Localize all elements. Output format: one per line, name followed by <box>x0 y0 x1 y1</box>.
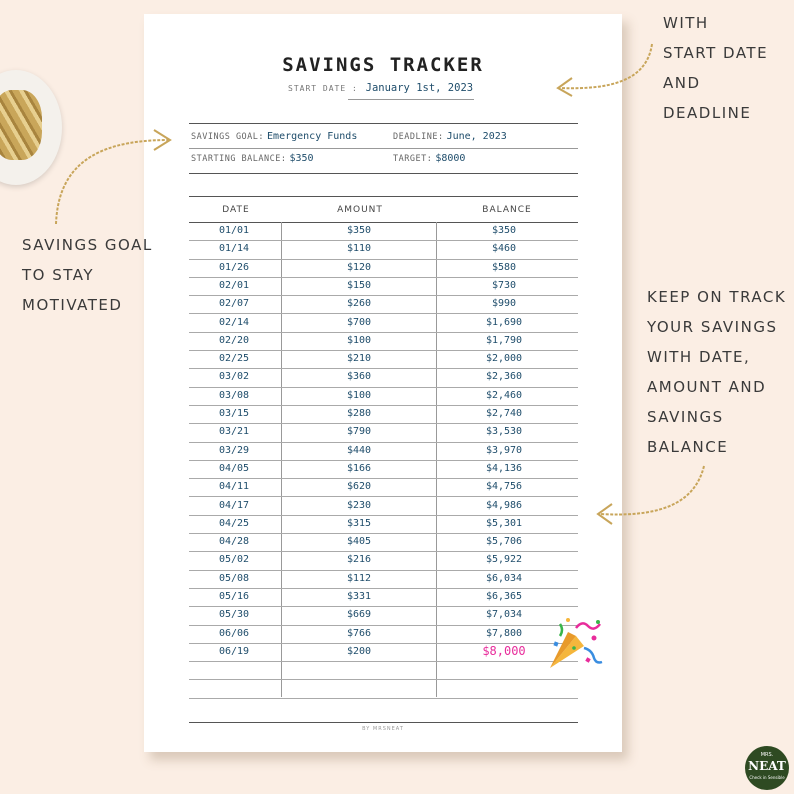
savings-goal-label: SAVINGS GOAL: <box>191 132 265 142</box>
amount-cell: $790 <box>346 426 372 438</box>
amount-cell: $405 <box>346 536 372 548</box>
goal-divider <box>189 148 578 149</box>
logo-big-text: NEAT <box>748 759 786 773</box>
target-value: $8000 <box>435 153 466 164</box>
date-cell: 03/08 <box>218 389 250 401</box>
column-header-balance: BALANCE <box>482 205 532 215</box>
start-date-value: January 1st, 2023 <box>365 82 474 94</box>
table-row <box>189 314 578 333</box>
amount-cell: $110 <box>346 243 372 255</box>
balance-cell: $6,365 <box>485 591 523 602</box>
date-cell: 02/01 <box>218 279 250 291</box>
amount-cell: $350 <box>346 225 372 236</box>
amount-cell: $766 <box>346 627 372 639</box>
callout-line: YOUR SAVINGS <box>647 318 778 336</box>
amount-cell: $620 <box>346 481 372 493</box>
amount-cell: $112 <box>346 572 372 584</box>
date-cell: 02/20 <box>218 334 250 346</box>
arrow-to-balance-icon <box>594 462 709 527</box>
table-row <box>189 533 578 552</box>
table-row <box>189 405 578 424</box>
amount-cell: $150 <box>346 279 372 291</box>
date-cell: 04/11 <box>218 481 250 493</box>
balance-cell: $5,922 <box>485 554 523 566</box>
start-date-row <box>288 82 473 94</box>
page-title: SAVINGS TRACKER <box>282 54 484 76</box>
date-cell: 02/07 <box>218 298 250 310</box>
date-cell: 05/16 <box>218 591 250 602</box>
starting-balance-field <box>191 153 314 164</box>
balance-cell: $7,800 <box>485 627 523 639</box>
balance-cell: $4,136 <box>485 462 523 474</box>
table-row <box>189 551 578 570</box>
deadline-label: DEADLINE: <box>393 132 444 142</box>
date-cell: 04/25 <box>218 517 250 529</box>
date-cell: 04/28 <box>218 536 250 548</box>
callout-line: SAVINGS GOAL <box>22 236 153 254</box>
callout-line: MOTIVATED <box>22 296 123 314</box>
date-cell: 05/08 <box>218 572 250 584</box>
date-cell: 02/14 <box>218 316 250 328</box>
column-header-date: DATE <box>222 205 250 215</box>
amount-cell: $280 <box>346 408 372 419</box>
callout-start-date <box>663 8 768 128</box>
deadline-field <box>393 131 507 142</box>
table-row <box>189 570 578 589</box>
goal-info-box <box>189 123 578 174</box>
date-cell: 01/14 <box>218 243 250 255</box>
table-row <box>189 588 578 607</box>
start-date-label: START DATE : <box>288 84 358 93</box>
balance-cell: $5,301 <box>485 517 523 529</box>
table-row <box>189 368 578 387</box>
balance-cell: $5,706 <box>485 536 523 548</box>
amount-cell: $120 <box>346 261 372 273</box>
date-cell: 04/05 <box>218 462 250 474</box>
amount-cell: $440 <box>346 444 372 456</box>
balance-cell: $1,690 <box>485 316 523 328</box>
date-cell: 01/01 <box>218 225 250 236</box>
target-label: TARGET: <box>393 154 433 164</box>
balance-cell: $4,756 <box>485 481 523 493</box>
table-row <box>189 497 578 516</box>
callout-line: BALANCE <box>647 438 729 456</box>
amount-cell: $200 <box>346 645 372 657</box>
date-cell: 02/25 <box>218 353 250 365</box>
paper-clips <box>0 90 42 160</box>
callout-line: TO STAY <box>22 266 95 284</box>
date-cell: 01/26 <box>218 261 250 273</box>
starting-balance-value: $350 <box>289 153 314 164</box>
amount-cell: $360 <box>346 371 372 383</box>
table-row <box>189 387 578 406</box>
date-cell: 05/02 <box>218 554 250 566</box>
balance-cell: $4,986 <box>485 499 523 511</box>
empty-table-row <box>189 661 578 680</box>
date-cell: 06/06 <box>218 627 250 639</box>
callout-line: WITH <box>663 14 709 32</box>
table-row <box>189 460 578 479</box>
savings-goal-value: Emergency Funds <box>267 131 358 142</box>
balance-cell: $8,000 <box>482 643 526 658</box>
table-row <box>189 442 578 461</box>
target-field <box>393 153 465 164</box>
date-cell: 03/15 <box>218 408 250 419</box>
table-row <box>189 295 578 314</box>
table-row <box>189 350 578 369</box>
amount-cell: $100 <box>346 334 372 346</box>
callout-line: KEEP ON TRACK <box>647 288 787 306</box>
date-cell: 03/29 <box>218 444 250 456</box>
balance-cell: $2,000 <box>485 353 523 365</box>
balance-cell: $1,790 <box>485 334 523 346</box>
savings-goal-field <box>191 131 357 142</box>
balance-cell: $2,360 <box>485 371 523 383</box>
logo-small-text: MRS. <box>760 752 774 758</box>
callout-line: START DATE <box>663 44 769 62</box>
table-row <box>189 259 578 278</box>
date-cell: 06/19 <box>218 645 250 657</box>
logo-tagline: Check in Sensible <box>749 775 785 780</box>
callout-savings-goal <box>22 230 153 320</box>
arrow-to-start-date-icon <box>552 40 657 100</box>
callout-line: AND <box>663 74 701 92</box>
column-header-amount: AMOUNT <box>337 205 383 215</box>
table-row <box>189 277 578 296</box>
party-popper-icon <box>546 614 604 670</box>
amount-cell: $210 <box>346 353 372 365</box>
balance-cell: $7,034 <box>485 609 523 621</box>
balance-cell: $350 <box>491 225 517 236</box>
callout-line: AMOUNT AND <box>647 378 767 396</box>
amount-cell: $216 <box>346 554 372 566</box>
start-date-underline <box>348 99 474 100</box>
amount-cell: $166 <box>346 462 372 474</box>
balance-cell: $3,530 <box>485 426 523 438</box>
amount-cell: $100 <box>346 389 372 401</box>
table-row <box>189 625 578 644</box>
balance-cell: $460 <box>491 243 517 255</box>
table-row <box>189 332 578 351</box>
table-row <box>189 478 578 497</box>
table-row <box>189 643 578 662</box>
table-row <box>189 606 578 625</box>
mrs-neat-logo <box>745 746 789 790</box>
starting-balance-label: STARTING BALANCE: <box>191 154 287 164</box>
balance-cell: $2,740 <box>485 408 523 419</box>
balance-cell: $3,970 <box>485 444 523 456</box>
table-row <box>189 222 578 241</box>
date-cell: 03/02 <box>218 371 250 383</box>
balance-cell: $990 <box>491 298 517 310</box>
amount-cell: $700 <box>346 316 372 328</box>
amount-cell: $230 <box>346 499 372 511</box>
date-cell: 03/21 <box>218 426 250 438</box>
amount-cell: $669 <box>346 609 372 621</box>
table-row <box>189 240 578 259</box>
table-row <box>189 423 578 442</box>
callout-line: WITH DATE, <box>647 348 751 366</box>
savings-table <box>189 196 578 723</box>
amount-cell: $331 <box>346 591 372 602</box>
balance-cell: $730 <box>491 279 517 291</box>
date-cell: 05/30 <box>218 609 250 621</box>
balance-cell: $2,460 <box>485 389 523 401</box>
table-row <box>189 515 578 534</box>
callout-line: DEADLINE <box>663 104 752 122</box>
balance-cell: $6,034 <box>485 572 523 584</box>
arrow-to-savings-goal-icon <box>50 120 180 230</box>
footer-credit: BY MRSNEAT <box>362 726 404 732</box>
deadline-value: June, 2023 <box>446 131 507 142</box>
callout-track-savings <box>647 282 786 462</box>
callout-line: SAVINGS <box>647 408 724 426</box>
date-cell: 04/17 <box>218 499 250 511</box>
amount-cell: $315 <box>346 517 372 529</box>
amount-cell: $260 <box>346 298 372 310</box>
table-header <box>189 197 578 223</box>
empty-table-row <box>189 680 578 699</box>
balance-cell: $580 <box>491 261 517 273</box>
